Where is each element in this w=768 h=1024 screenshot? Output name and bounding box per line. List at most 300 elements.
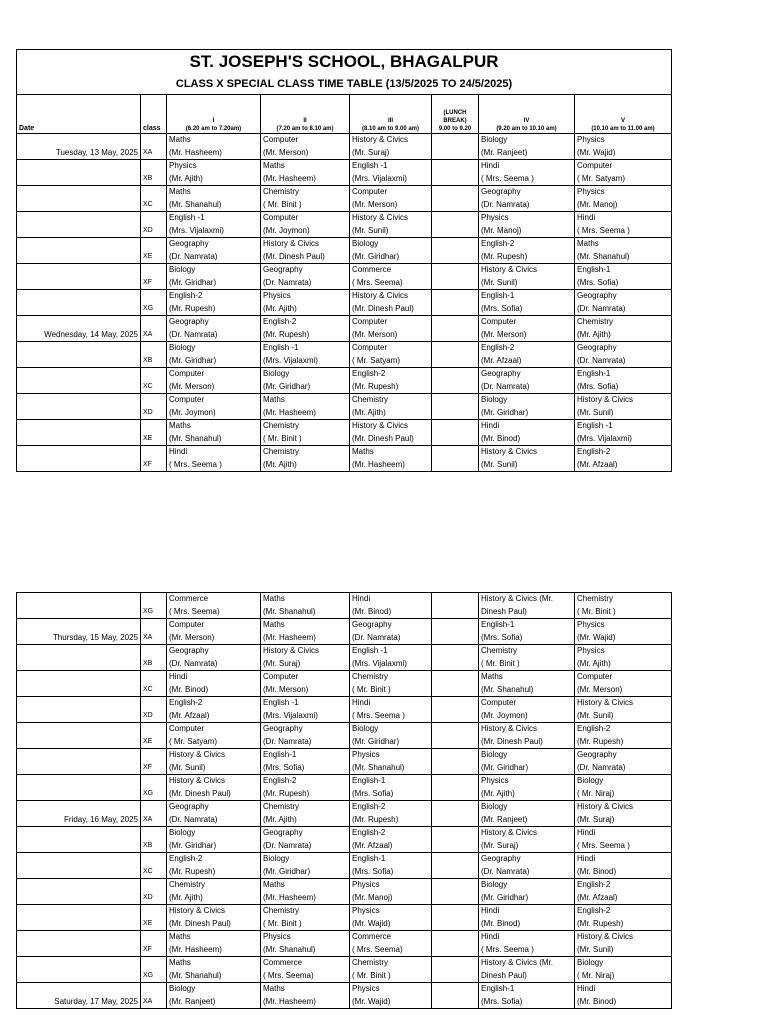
period-cell (167, 134, 261, 160)
teacher-text: (Mr. Merson) (352, 199, 398, 209)
lunch-break-cell (432, 671, 479, 697)
class-cell: XC (141, 671, 167, 697)
subject-text: Geography (481, 369, 521, 378)
subject-text: Hindi (481, 932, 500, 941)
lunch-break-cell (432, 775, 479, 801)
teacher-text: (Mrs. Sofia) (577, 277, 619, 287)
period-cell (575, 723, 672, 749)
subject-text (434, 290, 476, 303)
teacher-text: (Mr. Shanahul) (352, 762, 405, 772)
period-cell (575, 134, 672, 160)
subject-text: English-1 (263, 750, 297, 759)
teacher-text: (Mr. Sunil) (169, 762, 206, 772)
class-cell: XG (141, 957, 167, 983)
lunch-break-cell (432, 368, 479, 394)
period-cell (167, 697, 261, 723)
lunch-break-cell (432, 316, 479, 342)
class-cell: XF (141, 446, 167, 472)
subject-text: Physics (263, 291, 291, 300)
lunch-break-cell (432, 160, 479, 186)
class-cell: XC (141, 853, 167, 879)
period-cell (575, 983, 672, 1009)
subject-text: Maths (169, 421, 191, 430)
subject-text: Biology (481, 395, 508, 404)
subject-text (434, 160, 476, 173)
subject-text: History & Civics (481, 724, 538, 733)
subject-text: History & Civics (481, 828, 538, 837)
subject-text: Commerce (352, 932, 392, 941)
teacher-text: (Mr. Rupesh) (352, 814, 399, 824)
period-cell (167, 342, 261, 368)
subject-text: Geography (577, 343, 617, 352)
teacher-text: (Mr. Wajid) (352, 918, 391, 928)
teacher-text: ( Mr. Binit ) (263, 918, 302, 928)
subject-text: Geography (352, 620, 392, 629)
period-cell (261, 905, 350, 931)
period-cell (350, 238, 432, 264)
column-header-row (17, 95, 672, 134)
period-cell (575, 671, 672, 697)
teacher-text: (Dr. Namrata) (481, 199, 530, 209)
teacher-text: (Mr. Shanahul) (263, 606, 316, 616)
subject-text (434, 212, 476, 225)
teacher-text: (Mr. Giridhar) (481, 892, 529, 902)
subject-text: Geography (263, 265, 303, 274)
teacher-text: (Mr. Rupesh) (481, 251, 528, 261)
subject-text: Physics (169, 161, 197, 170)
teacher-text: (Mr. Joymon) (169, 407, 216, 417)
teacher-text: (Mr. Sunil) (577, 944, 614, 954)
date-cell (17, 593, 141, 619)
subject-text: English-2 (481, 343, 515, 352)
period-cell (167, 775, 261, 801)
teacher-text: ( Mrs. Seema) (169, 606, 220, 616)
period-cell (167, 905, 261, 931)
teacher-text: (Mrs. Sofia) (577, 381, 619, 391)
teacher-text: (Mr. Merson) (481, 329, 527, 339)
table-row (17, 290, 672, 316)
subject-text: Maths (577, 239, 599, 248)
subject-text: Computer (169, 369, 205, 378)
subject-text: Chemistry (481, 646, 518, 655)
teacher-text: (Mr. Ajith) (577, 658, 611, 668)
subject-text: Hindi (352, 594, 371, 603)
teacher-text: ( Mrs. Seema ) (352, 710, 405, 720)
subject-text: English-1 (481, 984, 515, 993)
date-cell (17, 186, 141, 212)
lunch-break-cell (432, 342, 479, 368)
teacher-text: (Mr. Merson) (263, 684, 309, 694)
subject-text: Biology (169, 828, 196, 837)
period-cell (575, 957, 672, 983)
subject-text: Hindi (481, 906, 500, 915)
subject-text (434, 801, 476, 814)
subject-text: Geography (263, 828, 303, 837)
table-row (17, 775, 672, 801)
teacher-text: (Dr. Namrata) (263, 736, 312, 746)
table-row (17, 749, 672, 775)
teacher-text: (Mr. Wajid) (352, 996, 391, 1006)
period-cell (261, 290, 350, 316)
period-cell (575, 593, 672, 619)
subject-text: Biology (169, 984, 196, 993)
teacher-text: (Mr. Dinesh Paul) (169, 918, 231, 928)
subject-text: Geography (481, 187, 521, 196)
period-cell (479, 619, 575, 645)
subject-text (434, 957, 476, 970)
teacher-text: (Mr. Hasheem) (263, 996, 316, 1006)
subject-text: English -1 (169, 213, 205, 222)
subject-text: Computer (263, 672, 299, 681)
period-cell (167, 723, 261, 749)
subject-text: English-2 (263, 317, 297, 326)
subject-text: English-1 (577, 265, 611, 274)
teacher-text: ( Mr. Satyam) (577, 173, 626, 183)
period-cell (479, 368, 575, 394)
teacher-text: (Mr. Suraj) (481, 840, 519, 850)
period-cell (261, 853, 350, 879)
subject-text: Hindi (481, 161, 500, 170)
teacher-text: ( Mrs. Seema ) (577, 840, 630, 850)
table-row (17, 723, 672, 749)
subject-text (434, 983, 476, 996)
period-cell (167, 394, 261, 420)
lunch-break-cell (432, 723, 479, 749)
class-column-header: class (141, 95, 167, 134)
teacher-text: (Mr. Giridhar) (481, 762, 529, 772)
lunch-break-cell (432, 420, 479, 446)
period-cell (350, 186, 432, 212)
teacher-text (434, 147, 476, 160)
period-cell (261, 446, 350, 472)
teacher-text: (Dr. Namrata) (352, 632, 401, 642)
period-cell (350, 420, 432, 446)
period-cell (575, 238, 672, 264)
period-cell (167, 619, 261, 645)
subject-text: Biology (577, 776, 604, 785)
date-cell (17, 368, 141, 394)
period-cell (261, 394, 350, 420)
period-cell (261, 160, 350, 186)
teacher-text: (Mr. Ajith) (352, 407, 386, 417)
period-cell (350, 342, 432, 368)
period-cell (350, 264, 432, 290)
subject-text: Maths (169, 958, 191, 967)
period-cell (350, 853, 432, 879)
period-cell (167, 827, 261, 853)
period-cell (261, 342, 350, 368)
table-row (17, 931, 672, 957)
subject-text (434, 368, 476, 381)
period-1-header: I (6.20 am to 7.20am) (167, 95, 261, 134)
teacher-text (434, 918, 476, 931)
teacher-text: (Mr. Binod) (577, 866, 617, 876)
subject-text: History & Civics (Mr. (481, 594, 553, 603)
subject-text: Chemistry (352, 395, 389, 404)
period-3-header: III (8.10 am to 9.00 am) (350, 95, 432, 134)
subject-text: Chemistry (169, 880, 206, 889)
teacher-text: (Mr. Binod) (481, 918, 521, 928)
subject-text: Commerce (263, 958, 303, 967)
period-cell (479, 212, 575, 238)
teacher-text: (Mr. Dinesh Paul) (352, 303, 414, 313)
subject-text: History & Civics (352, 421, 409, 430)
period-cell (479, 749, 575, 775)
teacher-text: ( Mr. Binit ) (352, 970, 391, 980)
teacher-text: (Mr. Sunil) (577, 407, 614, 417)
subject-text: Geography (169, 802, 209, 811)
teacher-text: (Mr. Hasheem) (169, 147, 222, 157)
teacher-text: (Mr. Binod) (169, 684, 209, 694)
teacher-text: (Mr. Joymon) (263, 225, 310, 235)
subject-text: History & Civics (263, 646, 320, 655)
period-cell (350, 160, 432, 186)
subject-text: English-2 (577, 447, 611, 456)
teacher-text: (Dr. Namrata) (169, 658, 218, 668)
date-cell: Tuesday, 13 May, 2025 (17, 134, 141, 160)
teacher-text: ( Mrs. Seema ) (169, 459, 222, 469)
subject-text (434, 827, 476, 840)
subject-text: Computer (263, 213, 299, 222)
teacher-text: (Mr. Shanahul) (169, 970, 222, 980)
table-row (17, 394, 672, 420)
period-cell (167, 801, 261, 827)
lunch-break-cell (432, 853, 479, 879)
table-row (17, 420, 672, 446)
subject-text: Physics (577, 135, 605, 144)
period-cell (167, 853, 261, 879)
teacher-text: (Mr. Dinesh Paul) (352, 433, 414, 443)
subject-text: English -1 (263, 698, 299, 707)
subject-text: Physics (352, 880, 380, 889)
subject-text: Biology (169, 265, 196, 274)
period-cell (479, 827, 575, 853)
period-cell (261, 645, 350, 671)
teacher-text: ( Mr. Binit ) (577, 606, 616, 616)
teacher-text: (Dr. Namrata) (577, 355, 626, 365)
subject-text: Biology (481, 750, 508, 759)
subject-text: English -1 (352, 161, 388, 170)
teacher-text: ( Mr. Satyam) (352, 355, 401, 365)
subject-text (434, 853, 476, 866)
subject-text: Chemistry (577, 594, 614, 603)
teacher-text: (Mr. Joymon) (481, 710, 528, 720)
teacher-text: (Mr. Merson) (352, 329, 398, 339)
subject-text: Computer (352, 187, 388, 196)
subject-text: English-2 (577, 906, 611, 915)
teacher-text: (Mr. Ajith) (481, 788, 515, 798)
teacher-text: ( Mr. Binit ) (481, 658, 520, 668)
teacher-text (434, 892, 476, 905)
period-cell (350, 983, 432, 1009)
subject-text: English -1 (352, 646, 388, 655)
date-cell (17, 697, 141, 723)
teacher-text: (Mr. Rupesh) (169, 303, 216, 313)
subject-text: Physics (352, 750, 380, 759)
subject-text: History & Civics (577, 802, 634, 811)
subject-text: Computer (577, 672, 613, 681)
class-cell: XE (141, 723, 167, 749)
subject-text: Hindi (169, 447, 188, 456)
subject-text (434, 394, 476, 407)
teacher-text: (Mr. Giridhar) (169, 840, 217, 850)
table-row (17, 853, 672, 879)
period-2-header: II (7.20 am to 8.10 am) (261, 95, 350, 134)
table-row (17, 593, 672, 619)
teacher-text: (Mr. Sunil) (577, 710, 614, 720)
class-cell: XG (141, 290, 167, 316)
subject-text: Computer (577, 161, 613, 170)
period-cell (479, 983, 575, 1009)
subject-text: Maths (263, 395, 285, 404)
teacher-text (434, 658, 476, 671)
period-cell (575, 801, 672, 827)
period-cell (261, 316, 350, 342)
date-cell (17, 342, 141, 368)
period-cell (167, 749, 261, 775)
teacher-text: (Dr. Namrata) (577, 762, 626, 772)
lunch-break-cell (432, 593, 479, 619)
teacher-text: (Mr. Manoj) (481, 225, 522, 235)
date-cell: Wednesday, 14 May, 2025 (17, 316, 141, 342)
period-cell (350, 394, 432, 420)
period-cell (479, 671, 575, 697)
lunch-break-cell (432, 394, 479, 420)
subject-text: History & Civics (352, 291, 409, 300)
subject-text: English-2 (577, 724, 611, 733)
table-row (17, 879, 672, 905)
table-row (17, 186, 672, 212)
teacher-text (434, 632, 476, 645)
period-cell (479, 186, 575, 212)
teacher-text: (Mr. Giridhar) (169, 355, 217, 365)
date-cell (17, 420, 141, 446)
subject-text: Maths (263, 984, 285, 993)
lunch-break-cell (432, 983, 479, 1009)
teacher-text: (Mr. Ajith) (263, 303, 297, 313)
date-cell (17, 238, 141, 264)
lunch-break-cell (432, 264, 479, 290)
table-row (17, 446, 672, 472)
teacher-text: (Mr. Giridhar) (352, 736, 400, 746)
subject-text: History & Civics (263, 239, 320, 248)
class-cell: XB (141, 827, 167, 853)
class-cell: XB (141, 160, 167, 186)
subject-text: Maths (263, 620, 285, 629)
period-cell (575, 697, 672, 723)
timetable-subtitle: CLASS X SPECIAL CLASS TIME TABLE (13/5/2025 TO 24/5/2025) (17, 74, 672, 95)
period-cell (350, 212, 432, 238)
teacher-text: (Mr. Merson) (169, 381, 215, 391)
teacher-text: (Mrs. Vijalaxmi) (352, 658, 407, 668)
subject-text: English-1 (577, 369, 611, 378)
teacher-text: (Mr. Sunil) (481, 459, 518, 469)
teacher-text: (Mr. Shanahul) (169, 199, 222, 209)
subject-text: Geography (169, 239, 209, 248)
subject-text: Computer (169, 620, 205, 629)
table-row (17, 134, 672, 160)
period-cell (167, 316, 261, 342)
teacher-text: (Dr. Namrata) (263, 840, 312, 850)
period-cell (167, 420, 261, 446)
period-cell (167, 368, 261, 394)
period-cell (479, 905, 575, 931)
teacher-text: (Mr. Giridhar) (263, 381, 311, 391)
table-row (17, 827, 672, 853)
teacher-text: (Mr. Suraj) (263, 658, 301, 668)
subject-text: Geography (169, 317, 209, 326)
period-cell (575, 342, 672, 368)
teacher-text (434, 762, 476, 775)
subject-text: English-2 (169, 698, 203, 707)
teacher-text: (Mrs. Vijalaxmi) (169, 225, 224, 235)
class-cell: XF (141, 749, 167, 775)
period-cell (350, 446, 432, 472)
subject-text: Maths (352, 447, 374, 456)
date-cell (17, 290, 141, 316)
teacher-text (434, 944, 476, 957)
subject-text: Biology (352, 239, 379, 248)
teacher-text: ( Mrs. Seema ) (481, 173, 534, 183)
table-row (17, 905, 672, 931)
period-cell (575, 160, 672, 186)
teacher-text: (Mr. Dinesh Paul) (263, 251, 325, 261)
date-cell (17, 160, 141, 186)
teacher-text (434, 814, 476, 827)
date-cell (17, 853, 141, 879)
subject-text: Computer (481, 698, 517, 707)
lunch-break-cell (432, 801, 479, 827)
period-cell (479, 316, 575, 342)
teacher-text (434, 736, 476, 749)
subject-text: Chemistry (263, 906, 300, 915)
subject-text: Maths (481, 672, 503, 681)
subject-text: Chemistry (352, 672, 389, 681)
subject-text: History & Civics (169, 906, 226, 915)
period-cell (261, 827, 350, 853)
teacher-text: (Mr. Shanahul) (577, 251, 630, 261)
date-cell (17, 645, 141, 671)
period-cell (479, 134, 575, 160)
teacher-text: (Mr. Shanahul) (263, 944, 316, 954)
teacher-text (434, 303, 476, 316)
subject-text: Hindi (577, 984, 596, 993)
subject-text: Computer (481, 317, 517, 326)
table-row (17, 671, 672, 697)
class-cell: XE (141, 238, 167, 264)
teacher-text: (Mr. Rupesh) (577, 736, 624, 746)
period-cell (350, 749, 432, 775)
teacher-text: (Mrs. Vijalaxmi) (263, 355, 318, 365)
teacher-text: (Mr. Ranjeet) (169, 996, 216, 1006)
period-cell (479, 342, 575, 368)
period-cell (350, 671, 432, 697)
teacher-text: Dinesh Paul) (481, 970, 527, 980)
period-cell (350, 697, 432, 723)
period-cell (575, 775, 672, 801)
class-cell: XE (141, 905, 167, 931)
subject-text: Hindi (481, 421, 500, 430)
subject-text: Physics (577, 187, 605, 196)
subject-text: History & Civics (169, 776, 226, 785)
period-5-header: V (10.10 am to 11.00 am) (575, 95, 672, 134)
date-cell (17, 827, 141, 853)
period-cell (350, 827, 432, 853)
period-cell (575, 290, 672, 316)
period-cell (479, 394, 575, 420)
teacher-text (434, 866, 476, 879)
teacher-text (434, 996, 476, 1009)
